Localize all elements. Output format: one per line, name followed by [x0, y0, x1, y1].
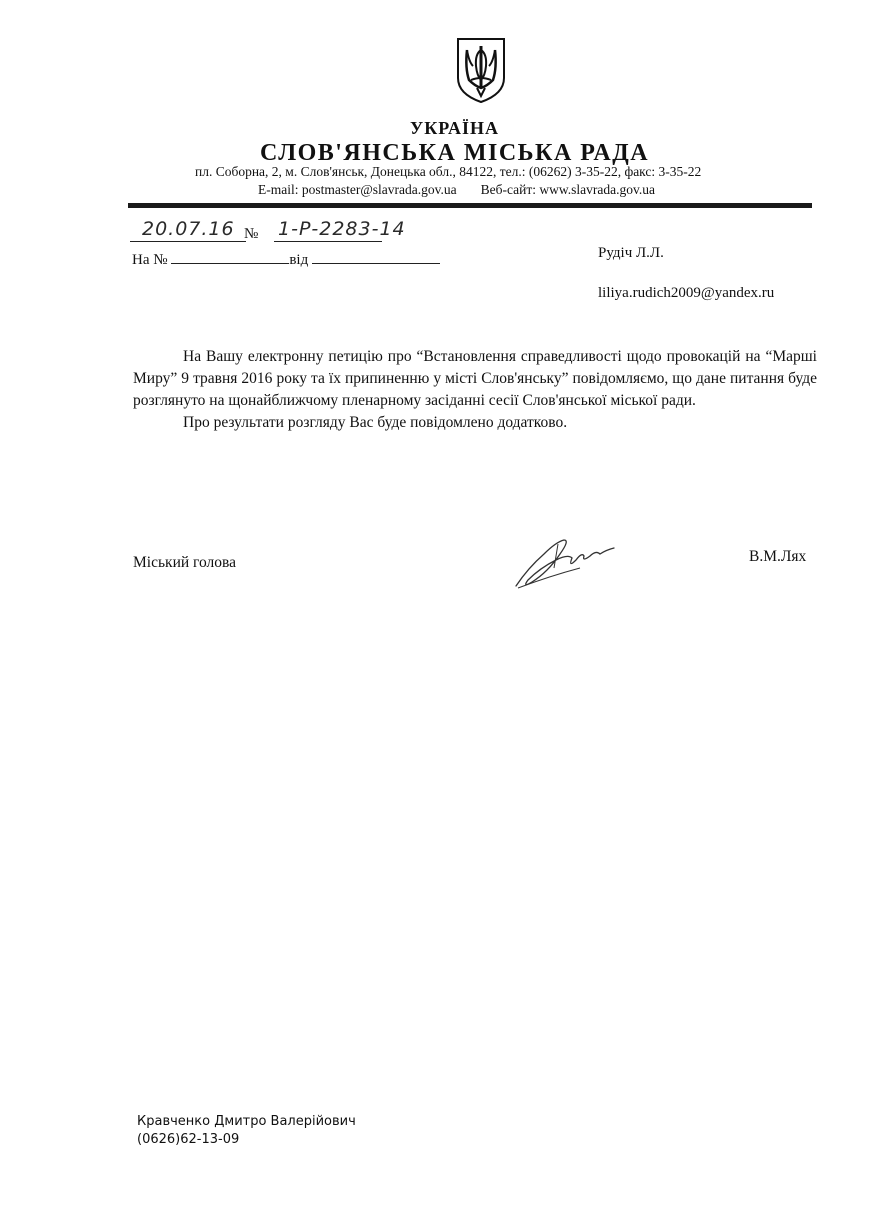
incoming-reference — [132, 251, 440, 269]
number-underline — [274, 241, 382, 242]
handwritten-signature-icon — [510, 528, 625, 594]
country-title: УКРАЇНА — [410, 118, 499, 138]
council-contacts — [258, 182, 655, 198]
council-address: пл. Соборна, 2, м. Слов'янськ, Донецька обл., 84122, тел.: (06262) 3-35-22, факс: 3-35-22 — [195, 164, 702, 179]
registration-date: 20.07.16 — [142, 218, 235, 240]
executor-name: Кравченко Дмитро Валерійович — [137, 1114, 356, 1129]
council-website: Веб-сайт: www.slavrada.gov.ua — [480, 182, 655, 197]
recipient-name: Рудіч Л.Л. — [598, 245, 664, 261]
council-email: E-mail: postmaster@slavrada.gov.ua — [258, 182, 457, 197]
trident-coat-of-arms-icon — [455, 36, 507, 104]
body-paragraph: На Вашу електронну петицію про “Встановлення справедливості щодо провокацій на “Марші Миру” 9 травня 2016 року та їх припиненню у місті Слов'янську” повідомляємо, що дане питання буде розглянуто на щонайближчому пленарному засіданні сесії Слов'янської міської ради. — [133, 348, 817, 409]
signer-position: Міський голова — [133, 554, 237, 571]
registration-number: 1-Р-2283-14 — [278, 218, 406, 240]
from-label: від — [289, 252, 309, 268]
letter-body — [133, 346, 817, 434]
recipient-email: liliya.rudich2009@yandex.ru — [598, 285, 775, 301]
reply-to-label: На № — [132, 252, 168, 268]
outgoing-registration — [130, 218, 420, 244]
council-title: СЛОВ'ЯНСЬКА МІСЬКА РАДА — [259, 140, 650, 166]
body-paragraph: Про результати розгляду Вас буде повідомлено додатково. — [183, 414, 568, 431]
reply-to-blank — [171, 251, 289, 264]
signer-name: В.М.Лях — [749, 548, 807, 565]
header-divider — [128, 203, 812, 208]
executor-info — [137, 1113, 356, 1149]
number-label: № — [244, 226, 259, 242]
executor-phone: (0626)62-13-09 — [137, 1132, 240, 1147]
from-blank — [312, 251, 440, 264]
date-underline — [130, 241, 246, 242]
